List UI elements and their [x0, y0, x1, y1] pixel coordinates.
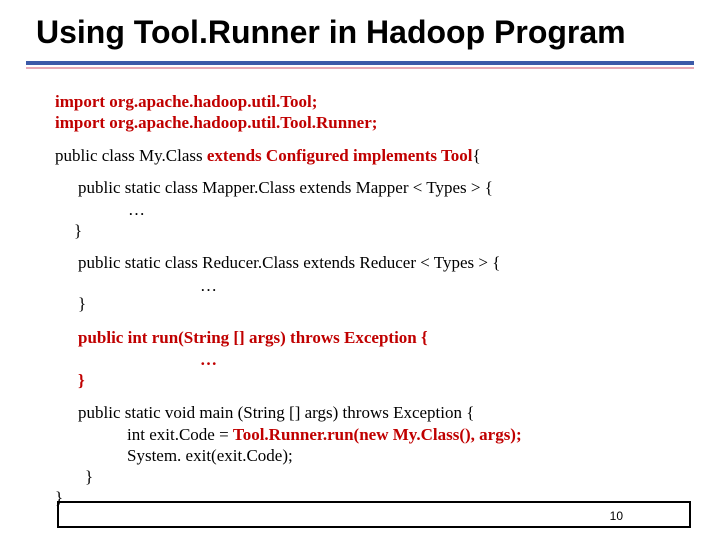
main-toolrunner-call: Tool.Runner.run(new My.Class(), args); — [232, 425, 522, 444]
footer-box — [57, 501, 691, 528]
title-rule-pink — [26, 67, 694, 69]
reducer-body: … — [200, 276, 217, 295]
class-declaration-extends: extends Configured implements Tool — [206, 146, 473, 165]
mapper-declaration: public static class Mapper.Class extends Mapper < Types > { — [78, 178, 493, 197]
reducer-declaration: public static class Reducer.Class extends Reducer < Types > { — [78, 253, 501, 272]
run-close: } — [78, 371, 85, 390]
main-system-exit-line: System. exit(exit.Code); — [127, 446, 293, 465]
class-declaration-prefix: public class My.Class — [55, 146, 207, 165]
import-toolrunner — [55, 113, 377, 133]
import-tool-text: import org.apache.hadoop.util.Tool; — [55, 92, 318, 111]
slide-title: Using Tool.Runner in Hadoop Program — [36, 14, 626, 50]
title-rule-blue — [26, 61, 694, 65]
main-declaration: public static void main (String [] args) throws Exception { — [78, 403, 475, 422]
run-declaration: public int run(String [] args) throws Exception { — [78, 328, 428, 347]
main-close: } — [85, 467, 94, 486]
class-close: } — [55, 488, 64, 507]
class-declaration-brace: { — [472, 146, 481, 165]
mapper-close: } — [74, 221, 83, 240]
reducer-close: } — [78, 294, 87, 313]
import-tool — [55, 92, 317, 112]
page-number: 10 — [609, 509, 623, 523]
run-body: … — [200, 350, 217, 369]
main-exit-code-line — [127, 425, 522, 445]
mapper-body: … — [128, 200, 145, 219]
main-exit-code-prefix: int exit.Code = — [127, 425, 233, 444]
class-declaration — [55, 146, 481, 166]
import-toolrunner-text: import org.apache.hadoop.util.Tool.Runner; — [55, 113, 378, 132]
